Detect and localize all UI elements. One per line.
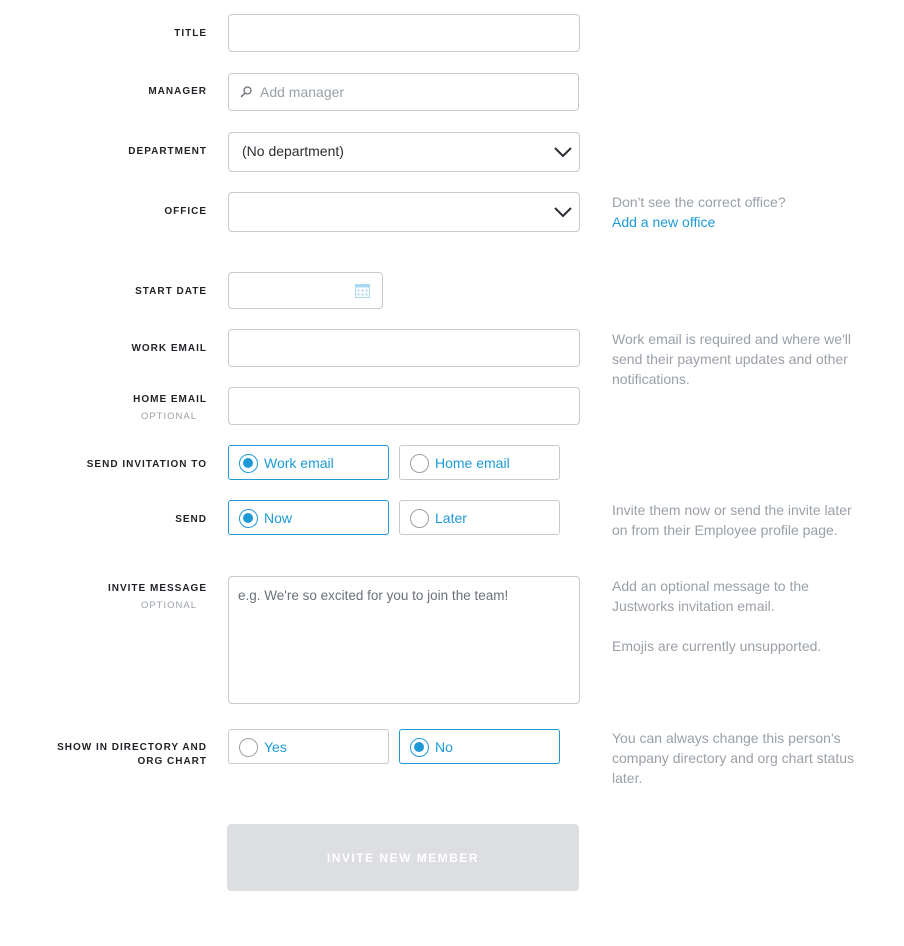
chevron-down-icon [553, 203, 573, 221]
radio-label: Yes [264, 739, 287, 755]
office-help [612, 192, 867, 232]
invite-message-label: INVITE MESSAGE [107, 583, 207, 594]
radio-home-email[interactable] [399, 445, 560, 480]
title-label: TITLE [174, 28, 207, 39]
home-email-optional: OPTIONAL [140, 411, 197, 422]
invite-message-help-2: Emojis are currently unsupported. [612, 638, 822, 654]
radio-label: Later [435, 510, 467, 526]
directory-help: You can always change this person's company directory and org chart status later. [612, 730, 855, 786]
work-email-label: WORK EMAIL [131, 343, 207, 354]
radio-send-now[interactable] [228, 500, 389, 535]
manager-input[interactable] [228, 73, 579, 111]
office-help-text: Don't see the correct office? [612, 194, 786, 210]
radio-unselected-icon [410, 454, 429, 473]
radio-label: Now [264, 510, 293, 526]
invite-message-textarea[interactable] [228, 576, 580, 704]
radio-work-email[interactable] [228, 445, 389, 480]
start-date-label: START DATE [135, 286, 207, 297]
radio-unselected-icon [410, 509, 429, 528]
title-input[interactable] [228, 14, 580, 52]
invite-message-optional: OPTIONAL [140, 600, 197, 611]
radio-label: No [435, 739, 453, 755]
radio-unselected-icon [239, 738, 258, 757]
invite-message-placeholder: e.g. We're so excited for you to join the team! [238, 588, 509, 603]
directory-label-line1: SHOW IN DIRECTORY AND [57, 742, 207, 753]
radio-send-later[interactable] [399, 500, 560, 535]
calendar-icon[interactable] [355, 283, 370, 298]
work-email-input[interactable] [228, 329, 580, 367]
radio-directory-no[interactable] [399, 729, 560, 764]
start-date-input[interactable] [228, 272, 383, 309]
radio-selected-icon [239, 509, 258, 528]
department-label: DEPARTMENT [128, 146, 207, 157]
invite-message-help [612, 576, 867, 656]
invite-new-member-button[interactable]: INVITE NEW MEMBER [227, 824, 579, 891]
send-invitation-to-label: SEND INVITATION TO [86, 459, 207, 470]
directory-label-line2: ORG CHART [137, 756, 207, 767]
search-icon [239, 85, 253, 99]
send-help: Invite them now or send the invite later on from their Employee profile page. [612, 502, 852, 538]
radio-selected-icon [410, 738, 429, 757]
radio-selected-icon [239, 454, 258, 473]
chevron-down-icon [553, 143, 573, 161]
home-email-input[interactable] [228, 387, 580, 425]
radio-directory-yes[interactable] [228, 729, 389, 764]
radio-label: Home email [435, 455, 510, 471]
work-email-help: Work email is required and where we'll send their payment updates and other notifications. [612, 331, 851, 387]
invite-message-help-1: Add an optional message to the Justworks invitation email. [612, 578, 809, 614]
home-email-label: HOME EMAIL [133, 394, 207, 405]
office-label: OFFICE [164, 206, 207, 217]
department-select[interactable] [228, 132, 580, 172]
add-office-link[interactable]: Add a new office [612, 214, 716, 230]
manager-placeholder: Add manager [260, 84, 345, 100]
office-select[interactable] [228, 192, 580, 232]
radio-label: Work email [264, 455, 334, 471]
manager-label: MANAGER [148, 86, 207, 97]
department-value: (No department) [242, 143, 344, 159]
send-label: SEND [175, 514, 207, 525]
